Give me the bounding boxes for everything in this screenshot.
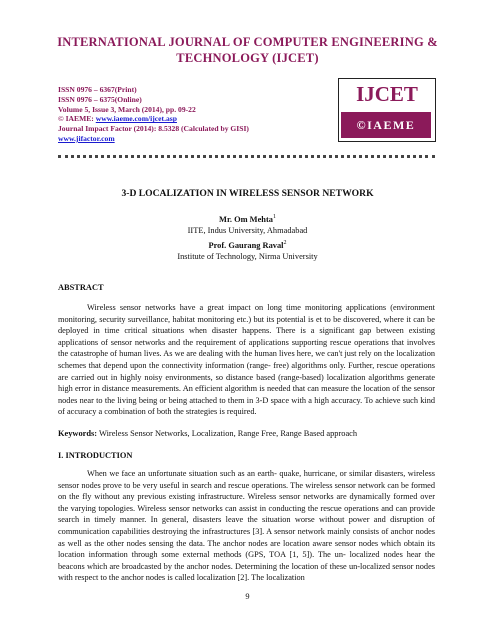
keywords bbox=[58, 429, 435, 438]
author2-name: Prof. Gaurang Raval bbox=[208, 240, 284, 250]
abstract-heading: ABSTRACT bbox=[58, 283, 104, 292]
header-divider bbox=[58, 155, 435, 158]
iaeme-link[interactable]: www.iaeme.com/ijcet.asp bbox=[95, 114, 177, 124]
author1-name: Mr. Om Mehta bbox=[219, 214, 273, 224]
page-number: 9 bbox=[245, 592, 250, 601]
author-2 bbox=[30, 238, 465, 262]
jifactor-link[interactable]: www.jifactor.com bbox=[58, 133, 115, 143]
abstract-paragraph: Wireless sensor networks have a great impact on long time monitoring applications (environment monitoring, security surveillance, habitat monitoring etc.) but its potential is et to be discovered, where it can be deployed in time critical situations when disaster happens. There is a significant gap between existing applications of sensor networks and the requirement of applications supporting rescue operations that involves the catastrophe of human lives. As we are dealing with the human lives here, we can't just rely on the localization schemes that depend upon the connectivity information (range- free) algorithms only. Further, rescue operations are carried out in highly noisy environments, so distance based (range-based) localization algorithms generate high error in distance measurements. An efficient algorithm is needed that can measure the location of the sensor nodes near to the living being or being attached to them in 3-D space with a high accuracy. To achieve such kind of accuracy a combination of both the strategies is required. bbox=[58, 303, 435, 417]
introduction-heading: I. INTRODUCTION bbox=[58, 451, 133, 460]
logo-ijcet-text: IJCET bbox=[356, 82, 418, 106]
author2-affiliation: Institute of Technology, Nirma University bbox=[177, 251, 318, 261]
author2-superscript: 2 bbox=[283, 240, 287, 246]
abstract-body bbox=[58, 302, 435, 418]
logo-iaeme-text: ©IAEME bbox=[341, 112, 431, 138]
iaeme-prefix: © IAEME: bbox=[58, 114, 96, 124]
author-1 bbox=[30, 212, 465, 236]
keywords-label: Keywords: bbox=[58, 429, 98, 438]
impact-factor: Journal Impact Factor (2014): 8.5328 (Calculated by GISI) bbox=[58, 124, 249, 134]
introduction-body bbox=[58, 468, 435, 584]
paper-title: 3-D LOCALIZATION IN WIRELESS SENSOR NETWORK bbox=[121, 188, 374, 199]
introduction-paragraph: When we face an unfortunate situation such as an earth- quake, hurricane, or similar disasters, wireless sensor nodes prove to be very useful in search and rescue operations. The wireless sensor network can be formed on the fly without any previous existing infrastructure. Wireless sensor networks are dynamically formed over the varying topologies. Wireless sensor networks can assist in conducting the rescue operations and can provide search in timely manner. In general, disasters leave the situation worse without power and disruption of communication capabilities destroying the infrastructures [3]. A sensor network mainly consists of anchor nodes as well as the other nodes sensing the data. The anchor nodes are location aware sensor nodes which obtain its location information through some external methods (GPS, TOA [1, 5]). The un- localized nodes hear the beacons which are broadcasted by the anchor nodes. Determining the location of these un-localized sensor nodes with respect to the anchor nodes is called localization [2]. The localization bbox=[58, 469, 435, 583]
issn-online: ISSN 0976 – 6375(Online) bbox=[58, 94, 142, 104]
iaeme-line bbox=[58, 114, 328, 124]
ijcet-logo bbox=[338, 78, 436, 142]
author1-affiliation: IITE, Indus University, Ahmadabad bbox=[187, 225, 308, 235]
keywords-text: Wireless Sensor Networks, Localization, Range Free, Range Based approach bbox=[97, 429, 358, 438]
journal-title bbox=[30, 34, 465, 66]
journal-title-line1: INTERNATIONAL JOURNAL OF COMPUTER ENGINEERING & bbox=[57, 35, 438, 49]
volume-info: Volume 5, Issue 3, March (2014), pp. 09-22 bbox=[58, 104, 196, 114]
journal-metadata bbox=[58, 85, 328, 144]
journal-title-line2: TECHNOLOGY (IJCET) bbox=[176, 51, 319, 65]
author1-superscript: 1 bbox=[272, 214, 276, 220]
issn-print: ISSN 0976 – 6367(Print) bbox=[58, 85, 137, 94]
